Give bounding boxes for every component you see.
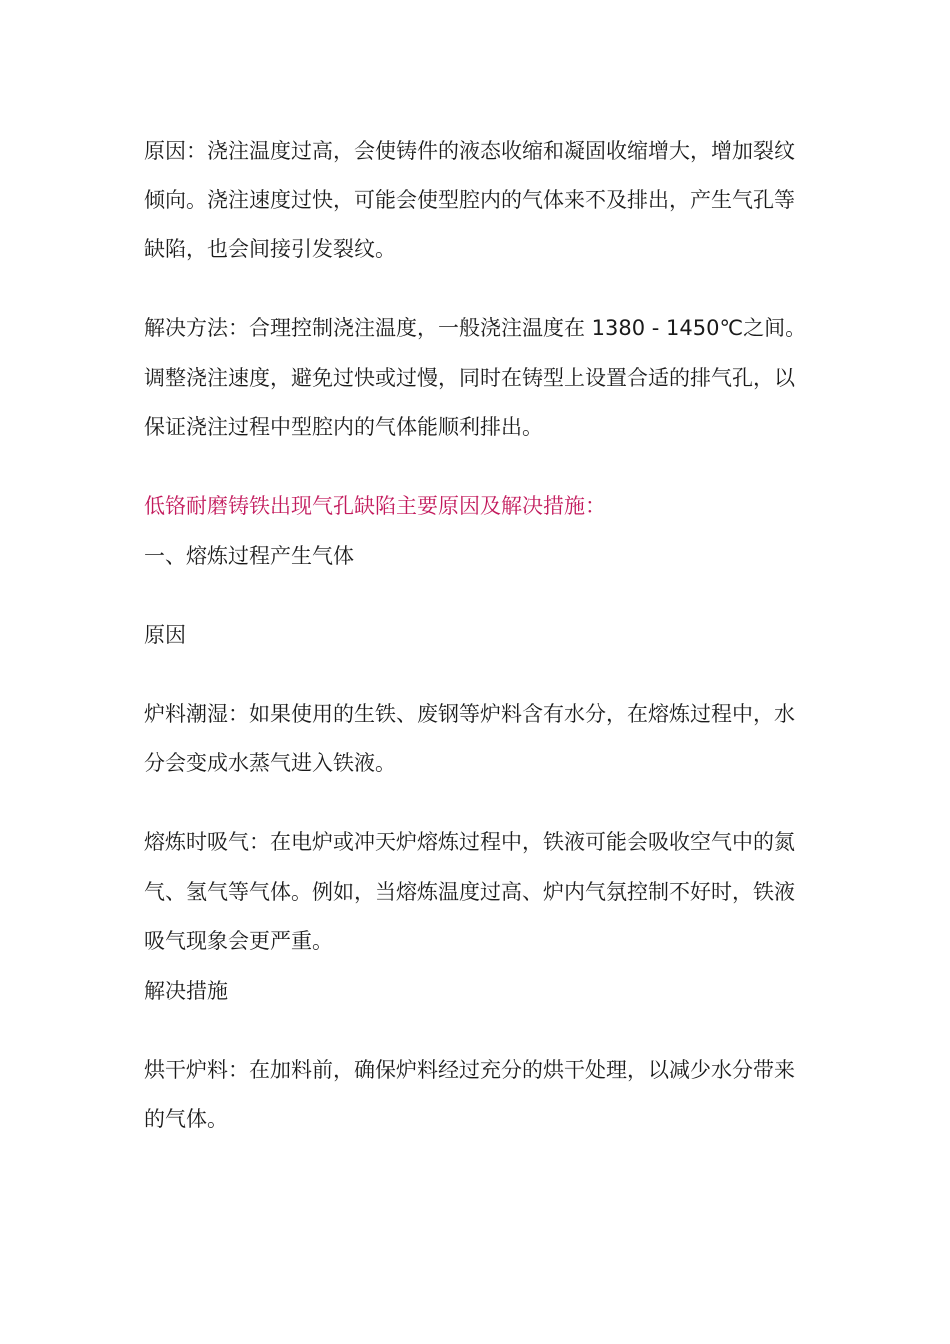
measures-heading: 解决措施 [144, 979, 228, 1003]
pouring-solution-line-1: 解决方法：合理控制浇注温度，一般浇注温度在 1380 - 1450℃之间。 [144, 316, 807, 340]
pouring-cause-line-1: 原因：浇注温度过高，会使铸件的液态收缩和凝固收缩增大，增加裂纹 [144, 139, 795, 163]
gas-absorption-line-3: 吸气现象会更严重。 [144, 929, 333, 953]
charge-moisture-line-2: 分会变成水蒸气进入铁液。 [144, 751, 396, 775]
charge-moisture-line-1: 炉料潮湿：如果使用的生铁、废钢等炉料含有水分，在熔炼过程中，水 [144, 702, 795, 726]
dry-charge-line-2: 的气体。 [144, 1107, 228, 1131]
pouring-solution-line-2: 调整浇注速度，避免过快或过慢，同时在铸型上设置合适的排气孔，以 [144, 366, 795, 390]
subsection-title: 一、熔炼过程产生气体 [144, 544, 354, 568]
gas-absorption-line-1: 熔炼时吸气：在电炉或冲天炉熔炼过程中，铁液可能会吸收空气中的氮 [144, 830, 795, 854]
pouring-cause-line-3: 缺陷，也会间接引发裂纹。 [144, 237, 396, 261]
gas-absorption-line-2: 气、氢气等气体。例如，当熔炼温度过高、炉内气氛控制不好时，铁液 [144, 880, 795, 904]
pouring-solution-line-3: 保证浇注过程中型腔内的气体能顺利排出。 [144, 415, 543, 439]
section-title: 低铬耐磨铸铁出现气孔缺陷主要原因及解决措施： [144, 494, 606, 518]
dry-charge-line-1: 烘干炉料：在加料前，确保炉料经过充分的烘干处理，以减少水分带来 [144, 1058, 795, 1082]
cause-heading: 原因 [144, 623, 186, 647]
pouring-cause-line-2: 倾向。浇注速度过快，可能会使型腔内的气体来不及排出，产生气孔等 [144, 188, 795, 212]
